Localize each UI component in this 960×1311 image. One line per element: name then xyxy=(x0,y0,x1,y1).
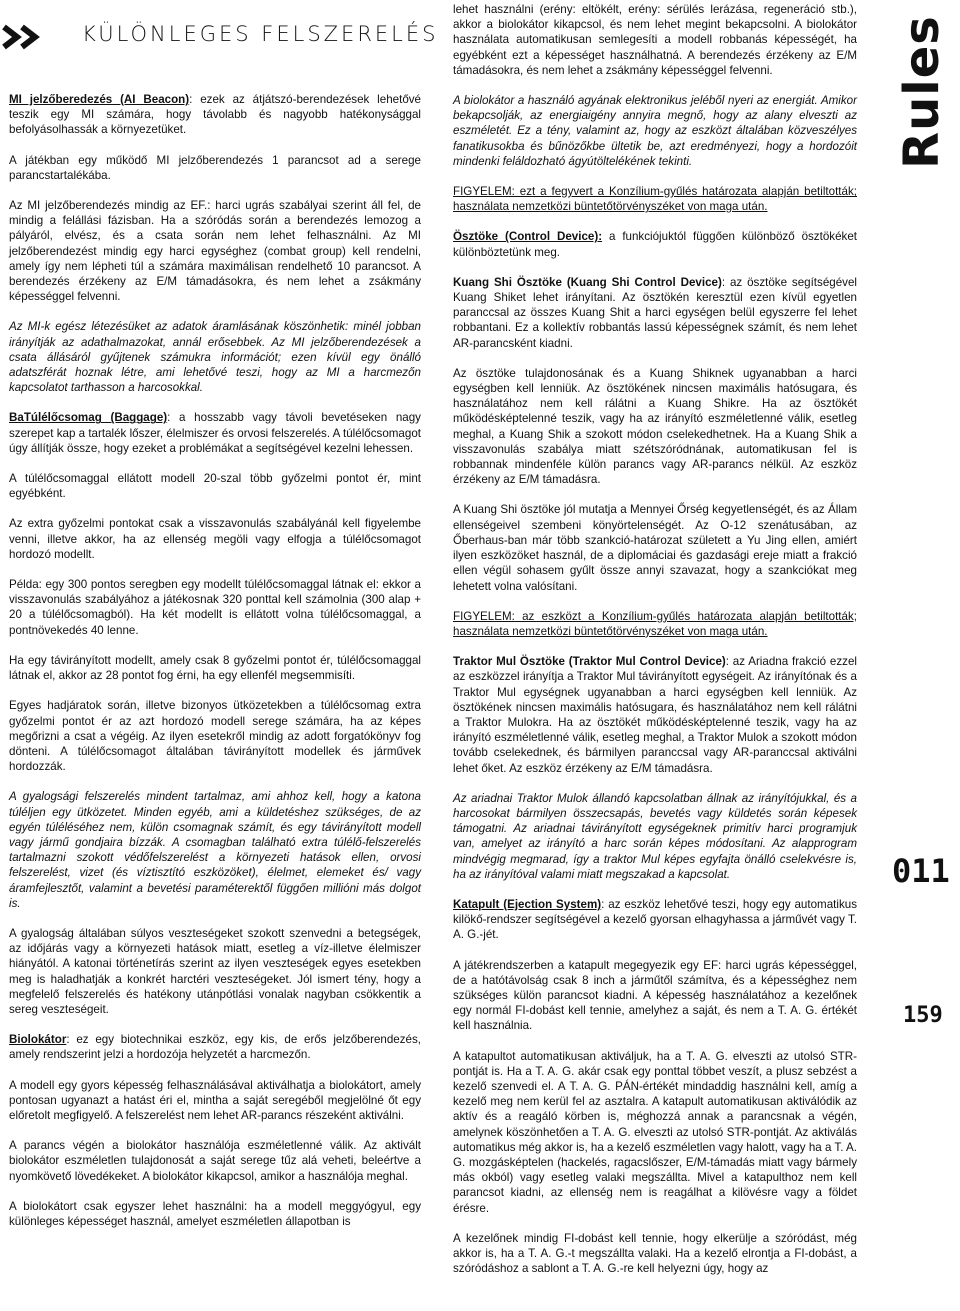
paragraph xyxy=(453,654,857,776)
term-traktor-mul-control-device: Traktor Mul Ösztöke (Traktor Mul Control Device) xyxy=(453,655,726,669)
warning-paragraph: FIGYELEM: ezt a fegyvert a Konzílium-gyűlés határozata alapján betiltották; használata nemzetközi büntetőtörvényszéket von maga után. xyxy=(453,185,857,214)
paragraph: lehet használni (erény: eltökélt, erény: sérülés lerázása, regeneráció stb.), akkor a biolokátor kikapcsol, és nem lehet megint bekapcsolni. A biolokátor használata automatikusan semlegesíti a modell robbanás képességét, ha egyébként ezt a képességet használhatná. A berendezés érzékeny az E/M támadásokra, és nem lehet a zsákmány képességgel felvenni. xyxy=(453,3,857,77)
paragraph-body: a funkciójuktól függően különböző ösztökéket különböztetünk meg. xyxy=(453,230,857,259)
term-ejection-system: Katapult (Ejection System) xyxy=(453,897,602,911)
chapter-number: 011 xyxy=(892,852,950,890)
paragraph xyxy=(453,275,857,351)
paragraph: A gyalogság általában súlyos veszteségeket szokott szenvedni a betegségek, az időjárás vagy a környezeti hatások miatt, esetleg a víz-illetve élelmiszer hiányától. A katonai történetírás szerint az ilyen veszteségek egyes esetekben meg is haladhatják a konkrét harctéri veszteségeket. Jól ismert tény, hogy a megfelelő felszerelés és hatékony utánpótlási vonalak nagyban csökkentik a sereg veszteségeit. xyxy=(9,926,421,1016)
term-kuang-shi-control-device: Kuang Shi Ösztöke (Kuang Shi Control Device) xyxy=(453,275,722,289)
paragraph-italic: Az ariadnai Traktor Mulok állandó kapcsolatban állnak az irányítójukkal, és a harcosokat bármilyen összecsapás, bevetés vagy küldetés során képesek támogatni. Az ariadnai távirányított egységeknek primitív harci programjuk van, amelyet az irányító a harc során képes módosítani. Az alapprogram mindvégig megmarad, így a traktor Mul képes egyfajta önálló cselekvésre is, ha az irányítóval valami miatt megszakad a kapcsolat. xyxy=(453,791,857,881)
page-number: 159 xyxy=(903,1003,943,1028)
paragraph-body: : az ösztöke segítségével Kuang Shiket lehet irányítani. Az ösztökén keresztül ezen kívül egyetlen paranccsal az összes Kuang Shit a harci egységen belül egyszerre fel lehet robbantani. Ez a kollektív robbantás lassú képességnek számít, és nem lehet AR-parancsként kiadni. xyxy=(453,275,857,350)
double-chevron-icon xyxy=(2,22,42,52)
paragraph: A modell egy gyors képesség felhasználásával aktiválhatja a biolokátort, amely pontosan ugyanazt a hatást éri el, mintha a saját seregéből megjelölné őt egy előretolt megfigyelő. A felszerelést nem lehet AR-parancs részeként aktiválni. xyxy=(9,1078,421,1122)
paragraph xyxy=(9,1032,421,1062)
paragraph-body: : az Ariadna frakció ezzel az eszközzel irányítja a Traktor Mul távirányított egységeit. Az irányítónak és a Traktor Mul egységnek ugyanabban a harci egységben kell lenniük. Az ösztökének nincsen maximális hatósugara, és használatához nem kell rálátni a Traktor Mulokra. Ha az ösztökét működésképtelenné teszik, vagy ha az irányító eszméletlenné válik, esetleg meghal, a Traktor Mulok a szokott módon tovább cselekednek, és bármilyen paranccsal vagy AR-paranccsal aktiválni lehet őket. Az eszköz érzékeny az E/M támadásra. xyxy=(453,655,857,775)
paragraph-body: : ez egy biotechnikai eszköz, egy kis, de erős jelzőberendezés, amely rendszerint jelzi a hordozója helyzetét a harcmezőn. xyxy=(9,1033,421,1062)
paragraph-body: : a hosszabb vagy távoli bevetéseken nagy szerepet kap a tartalék lőszer, élelmiszer és orvosi felszerelés. A túlélőcsomagot úgy állítják össze, hogy ezeket a problémákat a segítségével kezelni lehessen. xyxy=(9,411,421,455)
paragraph: Ha egy távirányított modellt, amely csak 8 győzelmi pontot ér, túlélőcsomaggal látnak el, akkor az 28 pontot fog érni, ha egy ellenfél megsemmisíti. xyxy=(9,653,421,683)
paragraph xyxy=(453,229,857,259)
paragraph-italic: A gyalogsági felszerelés mindent tartalmaz, ami ahhoz kell, hogy a katona túléljen egy ütközetet. Minden egyéb, ami a küldetéshez szükséges, de az egyén túléléséhez nem, külön csomagnak számít, és egy távirányított modell vagy jármű gondjaira bízzák. A csomagban található extra túlélő-felszerelés tartalmazni szokott védőfelszerelést a környezeti hatások ellen, orvosi felszerelést, vizet (és víztisztító eszközöket), élelmet, elemeket és/ vagy áramfejlesztőt, valamint a bevetési paraméterektől függően millióni más dolgot is. xyxy=(9,790,421,910)
section-title: KÜLÖNLEGES FELSZERELÉS xyxy=(82,22,439,46)
paragraph: A biolokátort csak egyszer lehet használni: ha a modell meggyógyul, egy különleges képességet használ, amelyet eszméletlen állapotban is xyxy=(9,1199,421,1228)
term-control-device: Ösztöke (Control Device): xyxy=(453,230,603,244)
paragraph: A katapultot automatikusan aktiváljuk, ha a T. A. G. elveszti az utolsó STR-pontját is. Ha a T. A. G. akár csak egy ponttal többet veszít, a plusz sebzést a kezelő szenvedi el. A T. A. G. PÁN-értékét mindaddig használni kell, amíg a kezelő meg nem kerül fel az asztalra. A katapult automatikusan aktiválódik az aktív és a reagáló körben is, méghozzá annak a parancsnak a végén, amelynek köszönhetően a T. A. G. elveszti az utolsó STR-pontját. Az aktiválás automatikus még akkor is, ha a kezelő eszméletlen vagy halott, vagy ha a T. A. G. mozgásképtelen (hackelés, ragacslőszer, E/M-támadás miatt vagy bármely más okból) vagy esetleg valaki megszállta. Mivel a katapulthoz nem kell parancsot kiadni, az ellenség nem is reagálhat a kilövésre vagy a földet érésre. xyxy=(453,1049,857,1215)
paragraph: A túlélőcsomaggal ellátott modell 20-szal több győzelmi pontot ér, mint egyébként. xyxy=(9,472,421,501)
side-tab-label: Rules xyxy=(894,15,950,169)
paragraph: Egyes hadjáratok során, illetve bizonyos ütközetekben a túlélőcsomag extra győzelmi pontot ér az azt hordozó modell serege számára, ha az képes megőrizni a csat a végéig. Az ilyen esetekről mindig az adott forgatókönyv fog dönteni. A túlélőcsomagot általában távirányított modellek és járművek hordozzák. xyxy=(9,699,421,774)
term-biolocator: Biolokátor xyxy=(9,1033,67,1047)
paragraph-italic: Az MI-k egész létezésüket az adatok áramlásának köszönhetik: minél jobban irányítják az adathalmazokat, annál erősebbek. Az MI jelzőberendezések a csata állásáról gyűjtenek számukra információt; ezen kívül egy önálló adatszférát hoznak létre, ami lehetővé teszi, hogy az MI a harcmezőn kapcsolatot tarthasson a harcosokkal. xyxy=(9,320,421,395)
paragraph xyxy=(9,92,421,138)
paragraph: A parancs végén a biolokátor használója eszméletlenné válik. Az aktivált biolokátor eszméletlen tulajdonosát a saját serege tűz alá veheti, beleértve a nyomkövető lövedékeket. A biolokátor kikapcsol, amikor a használója meghal. xyxy=(9,1139,421,1183)
paragraph: Az extra győzelmi pontokat csak a visszavonulás szabályánál kell figyelembe venni, illetve akkor, ha az ellenség megöli vagy elfogja a túlélőcsomagot hordozó modellt. xyxy=(9,517,421,561)
paragraph-body: : ezek az átjátszó-berendezések lehetővé teszik egy MI számára, hogy távolabb és nagyobb hatékonysággal befolyásolhassák a környezetüket. xyxy=(9,93,422,137)
paragraph: A Kuang Shi ösztöke jól mutatja a Mennyei Őrség kegyetlenségét, és az Állam ellenségeivel szembeni könyörtelenségét. Az O-12 szenátusában, az Őberhaus-ban már több szankció-határozat született a Yu Jing ellen, amiért ilyen eszközöket használ, de a diplomáciai és gazdasági ereje miatt a frakció ellen végül sohasem gyűlt össze annyi szavazat, hogy a szankciókat meg lehetett volna valósítani. xyxy=(453,503,857,593)
paragraph-italic: A biolokátor a használó agyának elektronikus jeléből nyeri az energiát. Amikor bekapcsolják, az energiaigény annyira megnő, hogy az alany elveszti az eszméletét. Ez a tény, valamint az, hogy az eszközt általában közveszélyes fanatikusokba és bűnözőkbe ültetik be, azt eredményezi, hogy a hordozóit mindenki feláldozható ágyútöltelékének tekinti. xyxy=(453,94,857,168)
paragraph: A játékrendszerben a katapult megegyezik egy EF: harci ugrás képességgel, de a hatótávolság csak 8 inch a járműtől számítva, és a képességhez nem szükséges külön parancsot kiadni. A képesség használatához a kezelőnek egy normál FI-dobást kell tennie, amelyhez a saját, és nem a T. A. G. értékét kell használnia. xyxy=(453,958,857,1033)
term-ai-beacon: MI jelzőberedezés (AI Beacon) xyxy=(9,93,190,106)
paragraph: A játékban egy működő MI jelzőberendezés 1 parancsot ad a serege parancstartalékába. xyxy=(9,153,421,182)
term-baggage: BaTúlélőcsomag (Baggage) xyxy=(9,411,168,425)
right-column xyxy=(453,2,857,1276)
paragraph: A kezelőnek mindig FI-dobást kell tennie, hogy elkerülje a szóródást, még akkor is, ha a T. A. G.-t megszállta valaki. Ha a kezelő elrontja a FI-dobást, a szóródáshoz a sablont a T. A. G.-re kell helyezni úgy, hogy az xyxy=(453,1231,857,1276)
left-column xyxy=(9,92,421,1229)
paragraph: Az MI jelzőberendezés mindig az EF.: harci ugrás szabályai szerint áll fel, de mindig a felállási fázisban. Ha a szóródás során a berendezés lemozog a pályáról, elvész, és a csata során nem lehet felhasználni. Az MI jelzőberendezést mindig egy harci egységhez (combat group) kell rendelni, amely így nem lépheti túl a számára maximálisan rendelhető 10 parancsot. A berendezés érzékeny az E/M támadásokra, és nem lehet a zsákmány képességgel felvenni. xyxy=(9,199,421,304)
paragraph-body: : az eszköz lehetővé teszi, hogy egy automatikus kilökő-rendszer segítségével a kezelő gyorsan elhagyhassa a járművét vagy T. A. G.-jét. xyxy=(453,897,857,942)
paragraph xyxy=(453,897,857,943)
paragraph xyxy=(9,410,421,456)
paragraph: Az ösztöke tulajdonosának és a Kuang Shiknek ugyanabban a harci egységben kell lenniük. Az ösztökének nincsen maximális hatósugara, és használatához nem kell rálátni a Kuang Shikre. Ha az ösztökét működésképtelenné teszik, vagy ha az irányító eszméletlenné válik, esetleg meghal, a Kuang Shik a szokott módon cselekedhetnek. Ha a Kuang Shik a visszavonulás szabálya miatt szétszóródnának, automatikusan fel is robbannak mindenféle külön parancs vagy AR-parancs nélkül. Az eszköz érzékeny az E/M támadásra. xyxy=(453,366,857,487)
warning-paragraph: FIGYELEM: az eszközt a Konzílium-gyűlés határozata alapján betiltották; használata nemzetközi büntetőtörvényszéket von maga után. xyxy=(453,609,857,638)
side-tab-rules xyxy=(892,4,952,180)
paragraph: Példa: egy 300 pontos seregben egy modellt túlélőcsomaggal látnak el: ekkor a visszavonulás szabályához a játékosnak 320 ponttal kell számolnia (300 alap + 20 a túlélőcsomagból). Ha két modellt is ellátott volna túlélőcsomaggal, a pontnövekedés 40 lenne. xyxy=(9,578,421,637)
